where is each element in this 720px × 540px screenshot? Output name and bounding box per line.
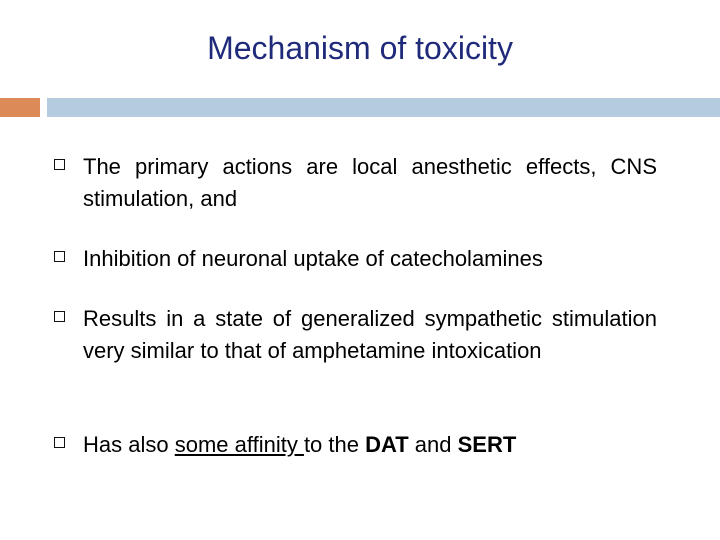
bold-term-sert: SERT [457,432,517,457]
slide-title: Mechanism of toxicity [207,30,513,66]
bullet-text [83,429,657,461]
square-bullet-icon [54,159,65,170]
underlined-phrase: some affinity [174,432,304,457]
bullet-text: Inhibition of neuronal uptake of catecholamines [83,246,543,271]
bold-term-dat: DAT [365,432,409,457]
square-bullet-icon [54,311,65,322]
bullet-text-part: to the [303,432,366,457]
bullet-text: The primary actions are local anesthetic effects, CNS stimulation, and [83,154,657,211]
bullet-text-part: and [408,432,458,457]
square-bullet-icon [54,437,65,448]
bullet-text: Results in a state of generalized sympathetic stimulation very similar to that of amphetamine intoxication [83,306,657,363]
bullet-text-part: Has also [83,432,175,457]
square-bullet-icon [54,251,65,262]
